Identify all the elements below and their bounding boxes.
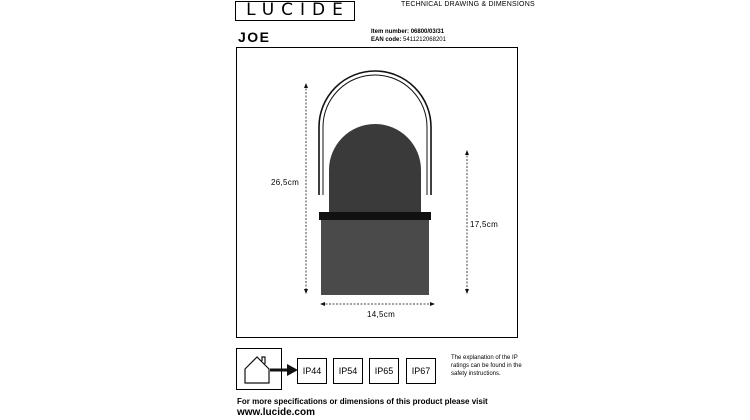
- item-number-value: 06800/03/31: [410, 29, 445, 35]
- item-number-line: [371, 29, 444, 35]
- lamp-shade: [329, 124, 421, 212]
- ip-rating-box: IP67: [406, 358, 436, 384]
- footer-url-link[interactable]: www.lucide.com: [237, 407, 315, 418]
- arrow-down: [304, 289, 308, 294]
- item-number-label: Item number:: [371, 29, 410, 35]
- ip-rating-box: IP54: [333, 358, 363, 384]
- height-body-label: 17,5cm: [470, 220, 499, 229]
- width-label: 14,5cm: [367, 310, 396, 319]
- arrow-right: [430, 302, 435, 306]
- lamp-base: [321, 220, 429, 295]
- ip-explanation-note: The explanation of the IP ratings can be found in the safety instructions.: [451, 355, 522, 377]
- lamp-band: [319, 212, 431, 220]
- arrow-right-icon: [270, 362, 298, 378]
- ean-line: [371, 37, 446, 43]
- ean-label: EAN code:: [371, 37, 402, 43]
- height-total-label: 26,5cm: [271, 178, 300, 187]
- arrow-left: [320, 302, 325, 306]
- ip-rating-box: IP44: [297, 358, 327, 384]
- product-name: JOE: [238, 29, 271, 45]
- footer-text: For more specifications or dimensions of this product please visit: [237, 397, 488, 406]
- ean-value: 5411212068201: [403, 37, 446, 43]
- arrow-down: [465, 289, 469, 294]
- lamp-drawing: [236, 47, 518, 338]
- document-type: TECHNICAL DRAWING & DIMENSIONS: [401, 1, 535, 8]
- arrow-up: [304, 83, 308, 88]
- brand-logo: LUCIDE: [235, 1, 355, 21]
- ip-rating-box: IP65: [369, 358, 399, 384]
- arrow-up: [465, 150, 469, 155]
